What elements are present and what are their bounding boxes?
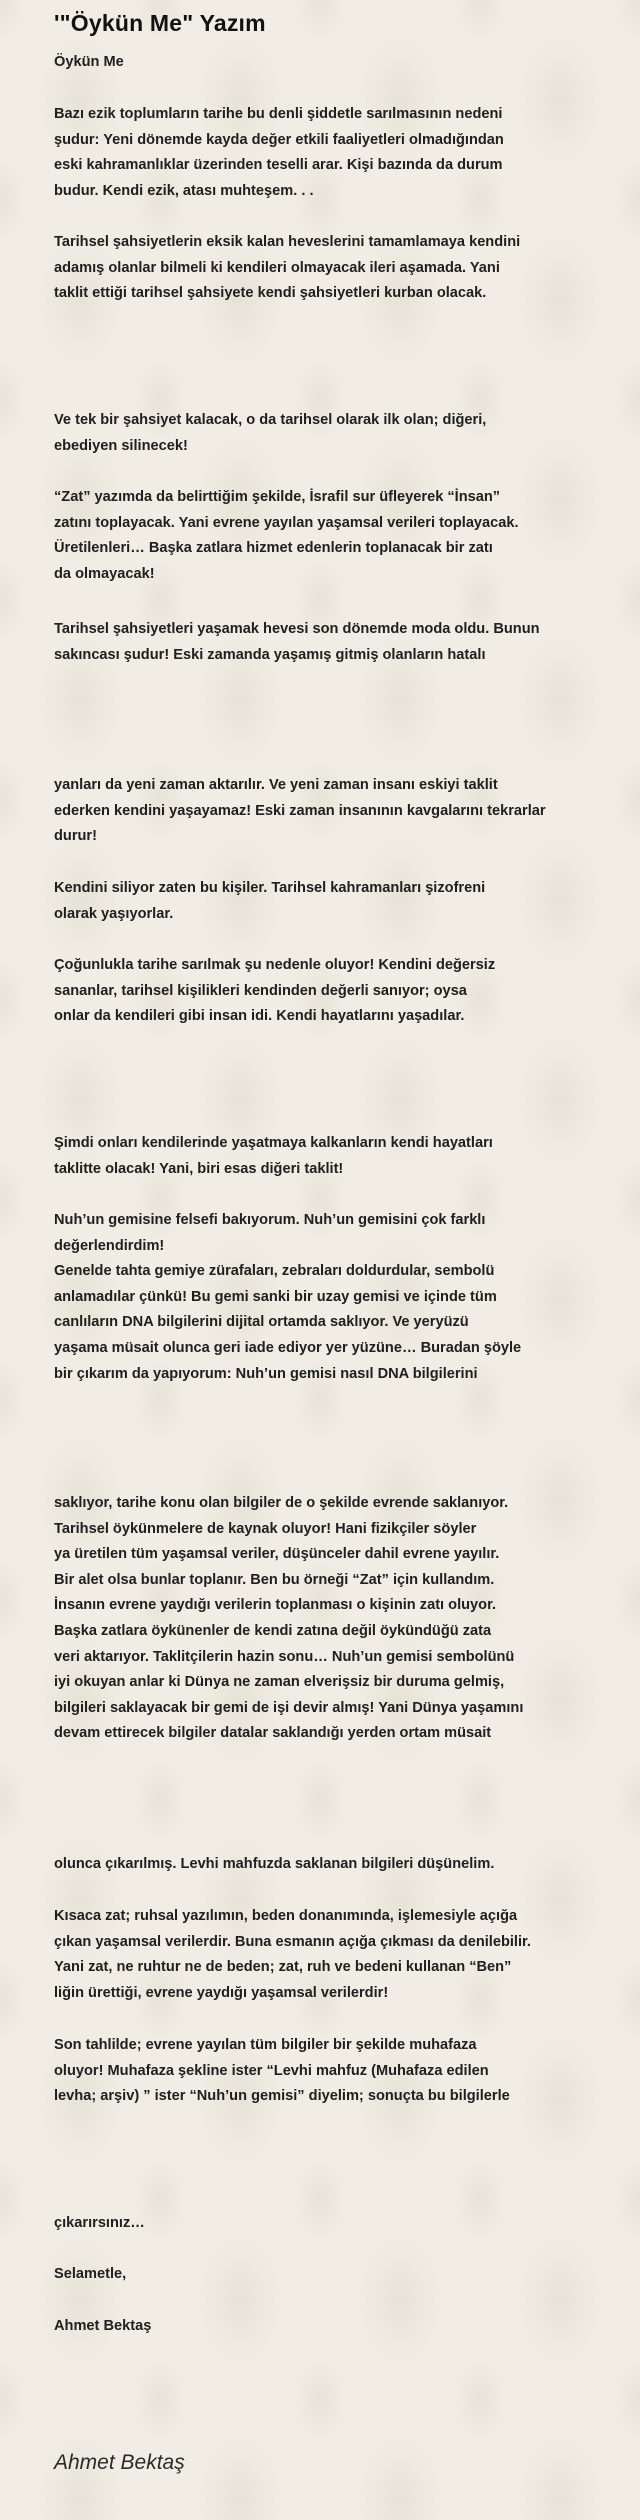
poem-stanza: Ve tek bir şahsiyet kalacak, o da tarihsel olarak ilk olan; diğeri, ebediyen silinecek! bbox=[54, 412, 487, 454]
poem-stanza: saklıyor, tarihe konu olan bilgiler de o şekilde evrende saklanıyor. Tarihsel öykünmelere de kaynak oluyor! Hani fizikçiler söyler ya üretilen tüm yaşamsal veriler, düşünceler dahil evrene yayılır. Bir alet olsa bunlar toplanır. Ben bu örneği “Zat” için kullandım. İnsanın evrene yaydığı verilerin toplanması o kişinin zatı oluyor. Başka zatlara öykünenler de kendi zatına değil öykündüğü zata veri aktarıyor. Taklitçilerin hazin sonu… Nuh’un gemisi sembolünü iyi okuyan anlar ki Dünya ne zaman elverişsiz bir duruma gelmiş, bilgileri saklayacak bir gemi de işi devir almış! Yani Dünya yaşamını devam ettirecek bilgiler datalar saklandığı yerden ortam müsait bbox=[54, 1495, 524, 1742]
poem-stanza: Son tahlilde; evrene yayılan tüm bilgiler bir şekilde muhafaza oluyor! Muhafaza şekline ister “Levhi mahfuz (Muhafaza edilen levha; arşiv) ” ister “Nuh’un gemisi” diyelim; sonuçta bu bilgilerle bbox=[54, 2037, 510, 2105]
poem-stanza: çıkarırsınız… bbox=[54, 2215, 145, 2231]
poem-stanza: Çoğunlukla tarihe sarılmak şu nedenle oluyor! Kendini değersiz sananlar, tarihsel kişilikleri kendinden değerli sanıyor; oysa onlar da kendileri gibi insan idi. Kendi hayatlarını yaşadılar. bbox=[54, 957, 496, 1025]
closing-greeting: Selametle, bbox=[54, 2266, 127, 2282]
poem-stanza: Şimdi onları kendilerinde yaşatmaya kalkanların kendi hayatları taklitte olacak! Yani, biri esas diğeri taklit! bbox=[54, 1135, 493, 1177]
poem-stanza: Bazı ezik toplumların tarihe bu denli şiddetle sarılmasının nedeni şudur: Yeni dönemde kayda değer etkili faaliyetleri olmadığından eski kahramanlıklar üzerinden teselli arar. Kişi bazında da durum budur. Kendi ezik, atası muhteşem. . . bbox=[54, 106, 504, 199]
poem-stanza: Tarihsel şahsiyetlerin eksik kalan heveslerini tamamlamaya kendini adamış olanlar bilmeli ki kendileri olmayacak ileri aşamada. Yani taklit ettiği tarihsel şahsiyete kendi şahsiyetleri kurban olacak. bbox=[54, 234, 521, 302]
page-title: '"Öykün Me" Yazım bbox=[54, 10, 266, 36]
poem-stanza: “Zat” yazımda da belirttiğim şekilde, İsrafil sur üfleyerek “İnsan” zatını toplayacak. Yani evrene yayılan yaşamsal verileri toplayacak. Üretilenleri… Başka zatlara hizmet edenlerin toplanacak bir zatı da olmayacak! bbox=[54, 489, 519, 582]
author-name: Ahmet Bektaş bbox=[54, 2318, 152, 2334]
poem-stanza: Kısaca zat; ruhsal yazılımın, beden donanımında, işlemesiyle açığa çıkan yaşamsal verilerdir. Buna esmanın açığa çıkması da denilebilir. Yani zat, ne ruhtur ne de beden; zat, ruh ve bedeni kullanan “Ben” liğin ürettiği, evrene yaydığı yaşamsal verilerdir! bbox=[54, 1908, 531, 2001]
poem-stanza: Tarihsel şahsiyetleri yaşamak hevesi son dönemde moda oldu. Bunun sakıncası şudur! Eski zamanda yaşamış gitmiş olanların hatalı bbox=[54, 621, 540, 663]
author-signature: Ahmet Bektaş bbox=[54, 2451, 185, 2474]
poem-stanza: Nuh’un gemisine felsefi bakıyorum. Nuh’un gemisini çok farklı değerlendirdim! Genelde tahta gemiye zürafaları, zebraları doldurdular, sembolü anlamadılar çünkü! Bu gemi sanki bir uzay gemisi ve içinde tüm canlıların DNA bilgilerini dijital ortamda saklıyor. Ve yeryüzü yaşama müsait olunca geri iade ediyor yer yüzüne… Buradan şöyle bir çıkarım da yapıyorum: Nuh’un gemisi nasıl DNA bilgilerini bbox=[54, 1212, 522, 1382]
poem-stanza: yanları da yeni zaman aktarılır. Ve yeni zaman insanı eskiyi taklit ederken kendini yaşayamaz! Eski zaman insanının kavgalarını tekrarlar durur! bbox=[54, 777, 546, 845]
poem-stanza: Kendini siliyor zaten bu kişiler. Tarihsel kahramanları şizofreni olarak yaşıyorlar. bbox=[54, 880, 486, 922]
poem-subtitle: Öykün Me bbox=[54, 54, 124, 70]
poem-stanza: olunca çıkarılmış. Levhi mahfuzda saklanan bilgileri düşünelim. bbox=[54, 1856, 495, 1872]
